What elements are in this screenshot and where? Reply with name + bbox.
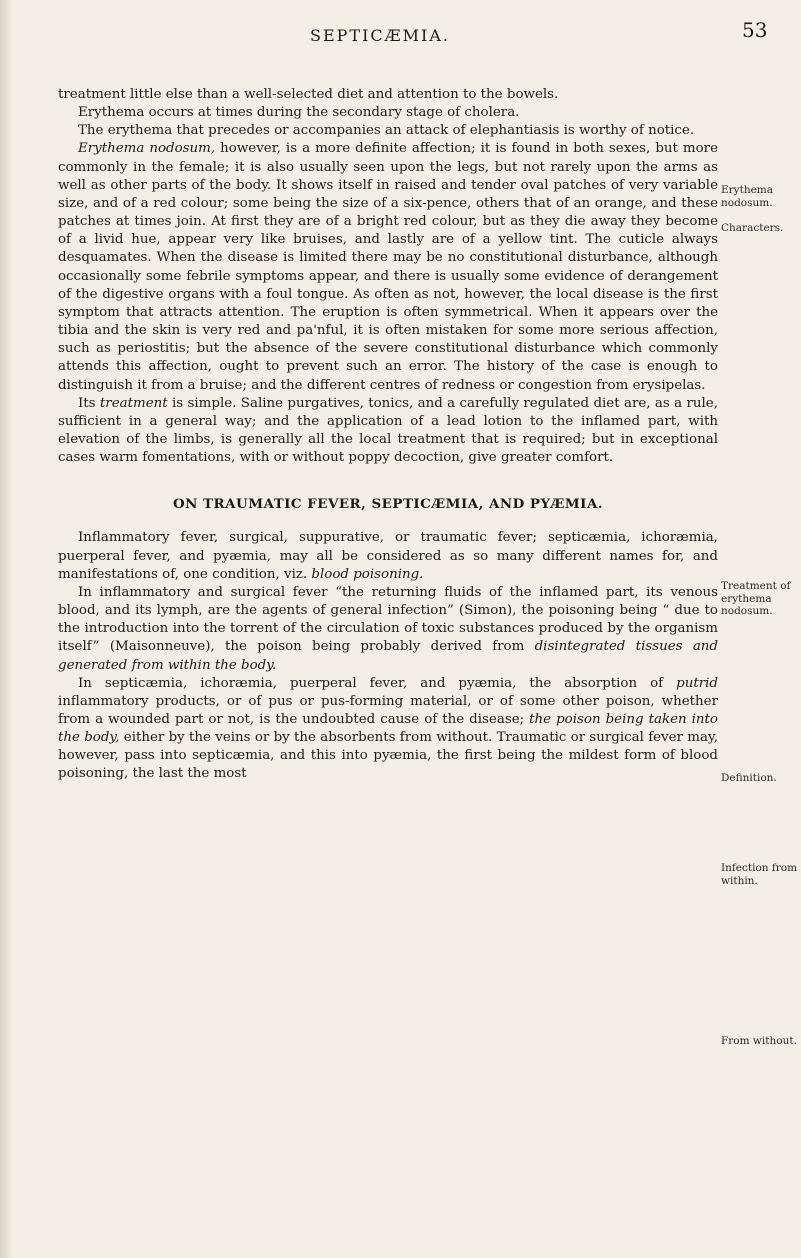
text-span: Its [78, 395, 100, 411]
term-blood-poisoning: blood poisoning. [311, 566, 424, 582]
text-span: either by the veins or by the absorbents from without. Traumatic or surgical fever may, however, pass into septicæmia, and this into pyæmia, the first being the mildest form of blood poisoning, the last the most [58, 730, 719, 782]
paragraph-continuation: treatment little else than a well-selected diet and attention to the bowels. [58, 87, 559, 102]
body-text [58, 86, 718, 784]
paragraph-cholera: Erythema occurs at times during the secondary stage of cholera. [78, 105, 520, 121]
text-span: Inflammatory fever, surgical, suppurative, or traumatic fever; septicæmia, ichoræmia, puerperal fever, and pyæmia, may all be considered as so many different names for, and manifestations of, one condition, viz. [58, 530, 718, 582]
text-span: inflammatory products, or of pus or pus-forming material, or of some other poison, whether from a wounded part or not, is the undoubted cause of the disease; [58, 693, 718, 727]
text-span: is simple. Saline purgatives, tonics, and a carefully regulated diet are, as a rule, sufficient in a general way; and the application of a lead lotion to the inflamed part, with elevation of the limbs, is generally all the local treatment that is required; but in exceptional cases warm fomentations, with or without poppy decoction, give greater comfort. [58, 395, 718, 466]
paragraph-elephantiasis: The erythema that precedes or accompanies an attack of elephantiasis is worthy of notice. [78, 123, 695, 139]
paragraph-treatment [58, 395, 718, 468]
page-edge-shadow [0, 0, 14, 1258]
paragraph-erythema-nodosum-text: however, is a more definite affection; it is found in both sexes, but more commonly in the female; it is also usually seen upon the legs, but not rarely upon the arms as well as other parts of the body. It shows itself in raised and tender oval patches of very variable size, and of a red colour; some being the size of a six-pence, others that of an orange, and these patches at times join. At first they are of a bright red colour, but as they die away they become of a livid hue, appear very like bruises, and lastly are of a yellow tint. The cuticle always desquamates. When the disease is limited there may be no constitutional disturbance, although occasionally some febrile symptoms appear, and there is usually some evidence of derangement of the digestive organs with a foul tongue. As often as not, however, the local disease is the first symptom that attracts attention. The eruption is often symmetrical. When it appears over the tibia and the skin is very red and pa'nful, it is often mistaken for some more serious affection, such as periostitis; but the absence of the severe constitutional disturbance which commonly attends this affection, ought to prevent such an error. The history of the case is enough to distinguish it from a bruise; and the different centres of redness or congestion from erysipelas. [58, 141, 718, 393]
paragraph-erythema-nodosum [58, 140, 718, 394]
running-head [0, 18, 801, 50]
margin-note-characters: Characters. [721, 222, 784, 234]
running-title: SEPTICÆMIA. [310, 26, 450, 45]
text-span: In septicæmia, ichoræmia, puerperal fever, and pyæmia, the absorption of [78, 675, 677, 691]
section-heading: ON TRAUMATIC FEVER, SEPTICÆMIA, AND PYÆMIA. [172, 496, 603, 513]
margin-note-treatment: Treatment of erythema nodosum. [721, 580, 791, 617]
margin-note-infection-within: Infection from within. [721, 862, 798, 887]
paragraph-infection-within [58, 584, 718, 675]
term-erythema-nodosum: Erythema nodosum, [78, 141, 216, 157]
margin-note-definition: Definition. [721, 772, 777, 784]
margin-note-from-without: From without. [721, 1035, 797, 1047]
term-putrid: putrid [676, 675, 718, 691]
paragraph-from-without [58, 675, 718, 784]
term-poison-taken: the poison being taken into the body, [58, 712, 718, 746]
text-span: In inflammatory and surgical fever “the returning fluids of the inflamed part, its venous blood, and its lymph, are the agents of general infection” (Simon), the poisoning being “ due to the introduction into the torrent of the circulation of toxic substances produced by the organism itself” (Maisonneuve), the poison being probably derived from [58, 584, 718, 655]
term-disintegrated-tissues: disintegrated tissues and generated from within the body. [58, 639, 718, 673]
page-number: 53 [742, 18, 768, 42]
margin-note-erythema-nodosum: Erythema nodosum. [721, 184, 774, 209]
term-treatment: treatment [99, 395, 168, 411]
paragraph-definition [58, 529, 718, 583]
